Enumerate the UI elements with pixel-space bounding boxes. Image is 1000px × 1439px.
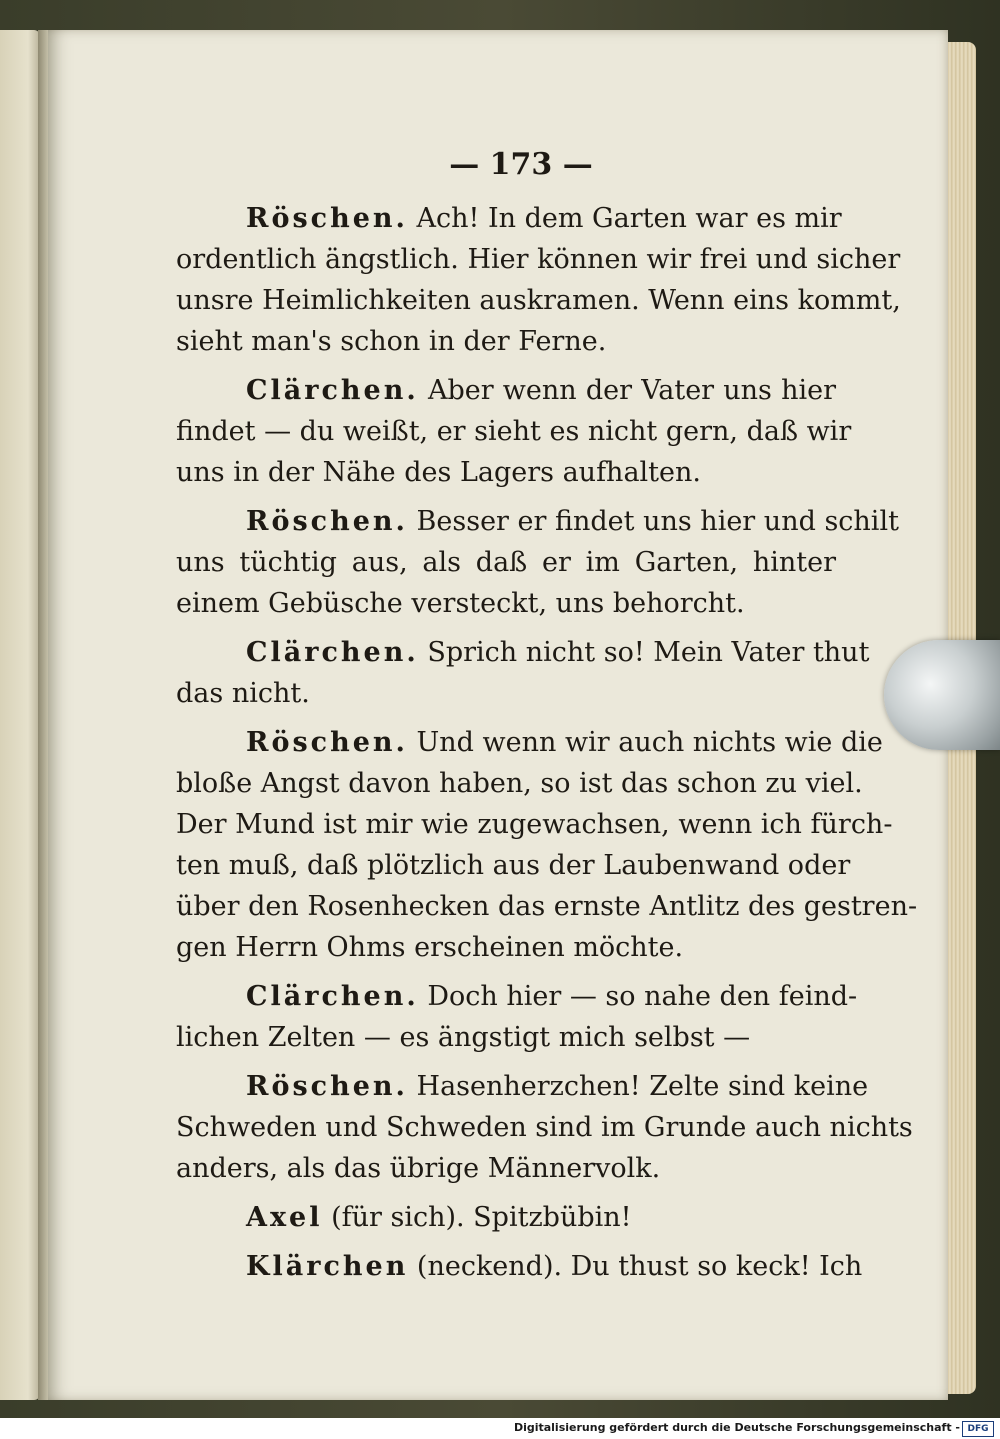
- text-line: [176, 722, 883, 763]
- text-line: [176, 886, 918, 927]
- line-text: bloße Angst davon haben, so ist das schon zu viel.: [176, 768, 863, 799]
- line-text: findet — du weißt, er sieht es nicht gern, daß wir: [176, 416, 852, 447]
- speaker-name: Röschen.: [246, 203, 408, 234]
- line-text: Schweden und Schweden sind im Grunde auch nichts: [176, 1112, 913, 1143]
- text-line: [176, 804, 893, 845]
- text-line: [176, 976, 858, 1017]
- line-text: über den Rosenhecken das ernste Antlitz des gestren-: [176, 891, 918, 922]
- text-line: [176, 501, 899, 542]
- text-line: [176, 198, 842, 239]
- line-text: Ach! In dem Garten war es mir: [416, 203, 842, 234]
- speaker-name: Clärchen.: [246, 981, 419, 1012]
- line-text: gen Herrn Ohms erscheinen möchte.: [176, 932, 684, 963]
- text-line: [176, 452, 836, 493]
- left-page-edge: [0, 30, 40, 1400]
- line-text: Der Mund ist mir wie zugewachsen, wenn ich fürch-: [176, 809, 893, 840]
- dialogue-paragraph: [176, 632, 870, 714]
- text-line: [176, 845, 851, 886]
- line-text: uns in der Nähe des Lagers aufhalten.: [176, 457, 701, 488]
- speaker-name: Clärchen.: [246, 375, 419, 406]
- text-line: [176, 763, 863, 804]
- line-text: Aber wenn der Vater uns hier: [427, 375, 837, 406]
- line-text: unsre Heimlichkeiten auskramen. Wenn eins kommt,: [176, 285, 901, 316]
- line-text: Hasenherzchen! Zelte sind keine: [416, 1071, 869, 1102]
- text-line: [176, 1107, 913, 1148]
- text-line: [176, 280, 901, 321]
- dialogue-paragraph: [176, 976, 858, 1058]
- speaker-name: Röschen.: [246, 1071, 408, 1102]
- text-line: [176, 370, 836, 411]
- text-line: [176, 1017, 836, 1058]
- text-line: [176, 239, 901, 280]
- text-line: [176, 1148, 836, 1189]
- line-text: ten muß, daß plötzlich aus der Laubenwand oder: [176, 850, 851, 881]
- funding-credit: Digitalisierung gefördert durch die Deutsche Forschungsgemeinschaft -: [513, 1421, 960, 1434]
- footer-bar: [0, 1418, 1000, 1439]
- line-text: Doch hier — so nahe den feind-: [427, 981, 858, 1012]
- text-line: [176, 411, 852, 452]
- page-number: — 173 —: [449, 147, 593, 182]
- line-text: sieht man's schon in der Ferne.: [176, 326, 607, 357]
- line-text: Und wenn wir auch nichts wie die: [416, 727, 883, 758]
- line-text: (für sich). Spitzbübin!: [331, 1202, 632, 1233]
- line-text: Besser er findet uns hier und schilt: [416, 506, 899, 537]
- dialogue-paragraph: [176, 1066, 913, 1189]
- dialogue-paragraph: [176, 722, 918, 968]
- text-line: [176, 542, 836, 583]
- line-text: anders, als das übrige Männervolk.: [176, 1153, 661, 1184]
- dfg-logo: DFG: [962, 1421, 994, 1437]
- speaker-name: Axel: [246, 1202, 323, 1233]
- text-line: [176, 632, 870, 673]
- speaker-name: Röschen.: [246, 727, 408, 758]
- page-holder-clip: [884, 640, 1000, 750]
- speaker-name: Röschen.: [246, 506, 408, 537]
- dialogue-paragraph: [176, 1197, 836, 1238]
- page-text: [176, 140, 918, 1295]
- line-text: einem Gebüsche versteckt, uns behorcht.: [176, 588, 745, 619]
- dialogue-paragraph: [176, 370, 852, 493]
- text-line: [176, 583, 836, 624]
- text-line: [176, 1197, 836, 1238]
- line-text: uns tüchtig aus, als daß er im Garten, hinter: [176, 547, 836, 578]
- text-line: [176, 1066, 869, 1107]
- text-line: [176, 321, 836, 362]
- dialogue-paragraph: [176, 1246, 863, 1287]
- line-text: (neckend). Du thust so keck! Ich: [416, 1251, 863, 1282]
- dialogue-paragraph: [176, 198, 901, 362]
- line-text: ordentlich ängstlich. Hier können wir frei und sicher: [176, 244, 901, 275]
- text-line: [176, 673, 836, 714]
- dialogue-paragraph: [176, 501, 899, 624]
- line-text: lichen Zelten — es ängstigt mich selbst —: [176, 1022, 751, 1053]
- speaker-name: Klärchen: [246, 1251, 409, 1282]
- text-line: [176, 927, 836, 968]
- line-text: Sprich nicht so! Mein Vater thut: [427, 637, 870, 668]
- text-line: [176, 1246, 863, 1287]
- speaker-name: Clärchen.: [246, 637, 419, 668]
- line-text: das nicht.: [176, 678, 310, 709]
